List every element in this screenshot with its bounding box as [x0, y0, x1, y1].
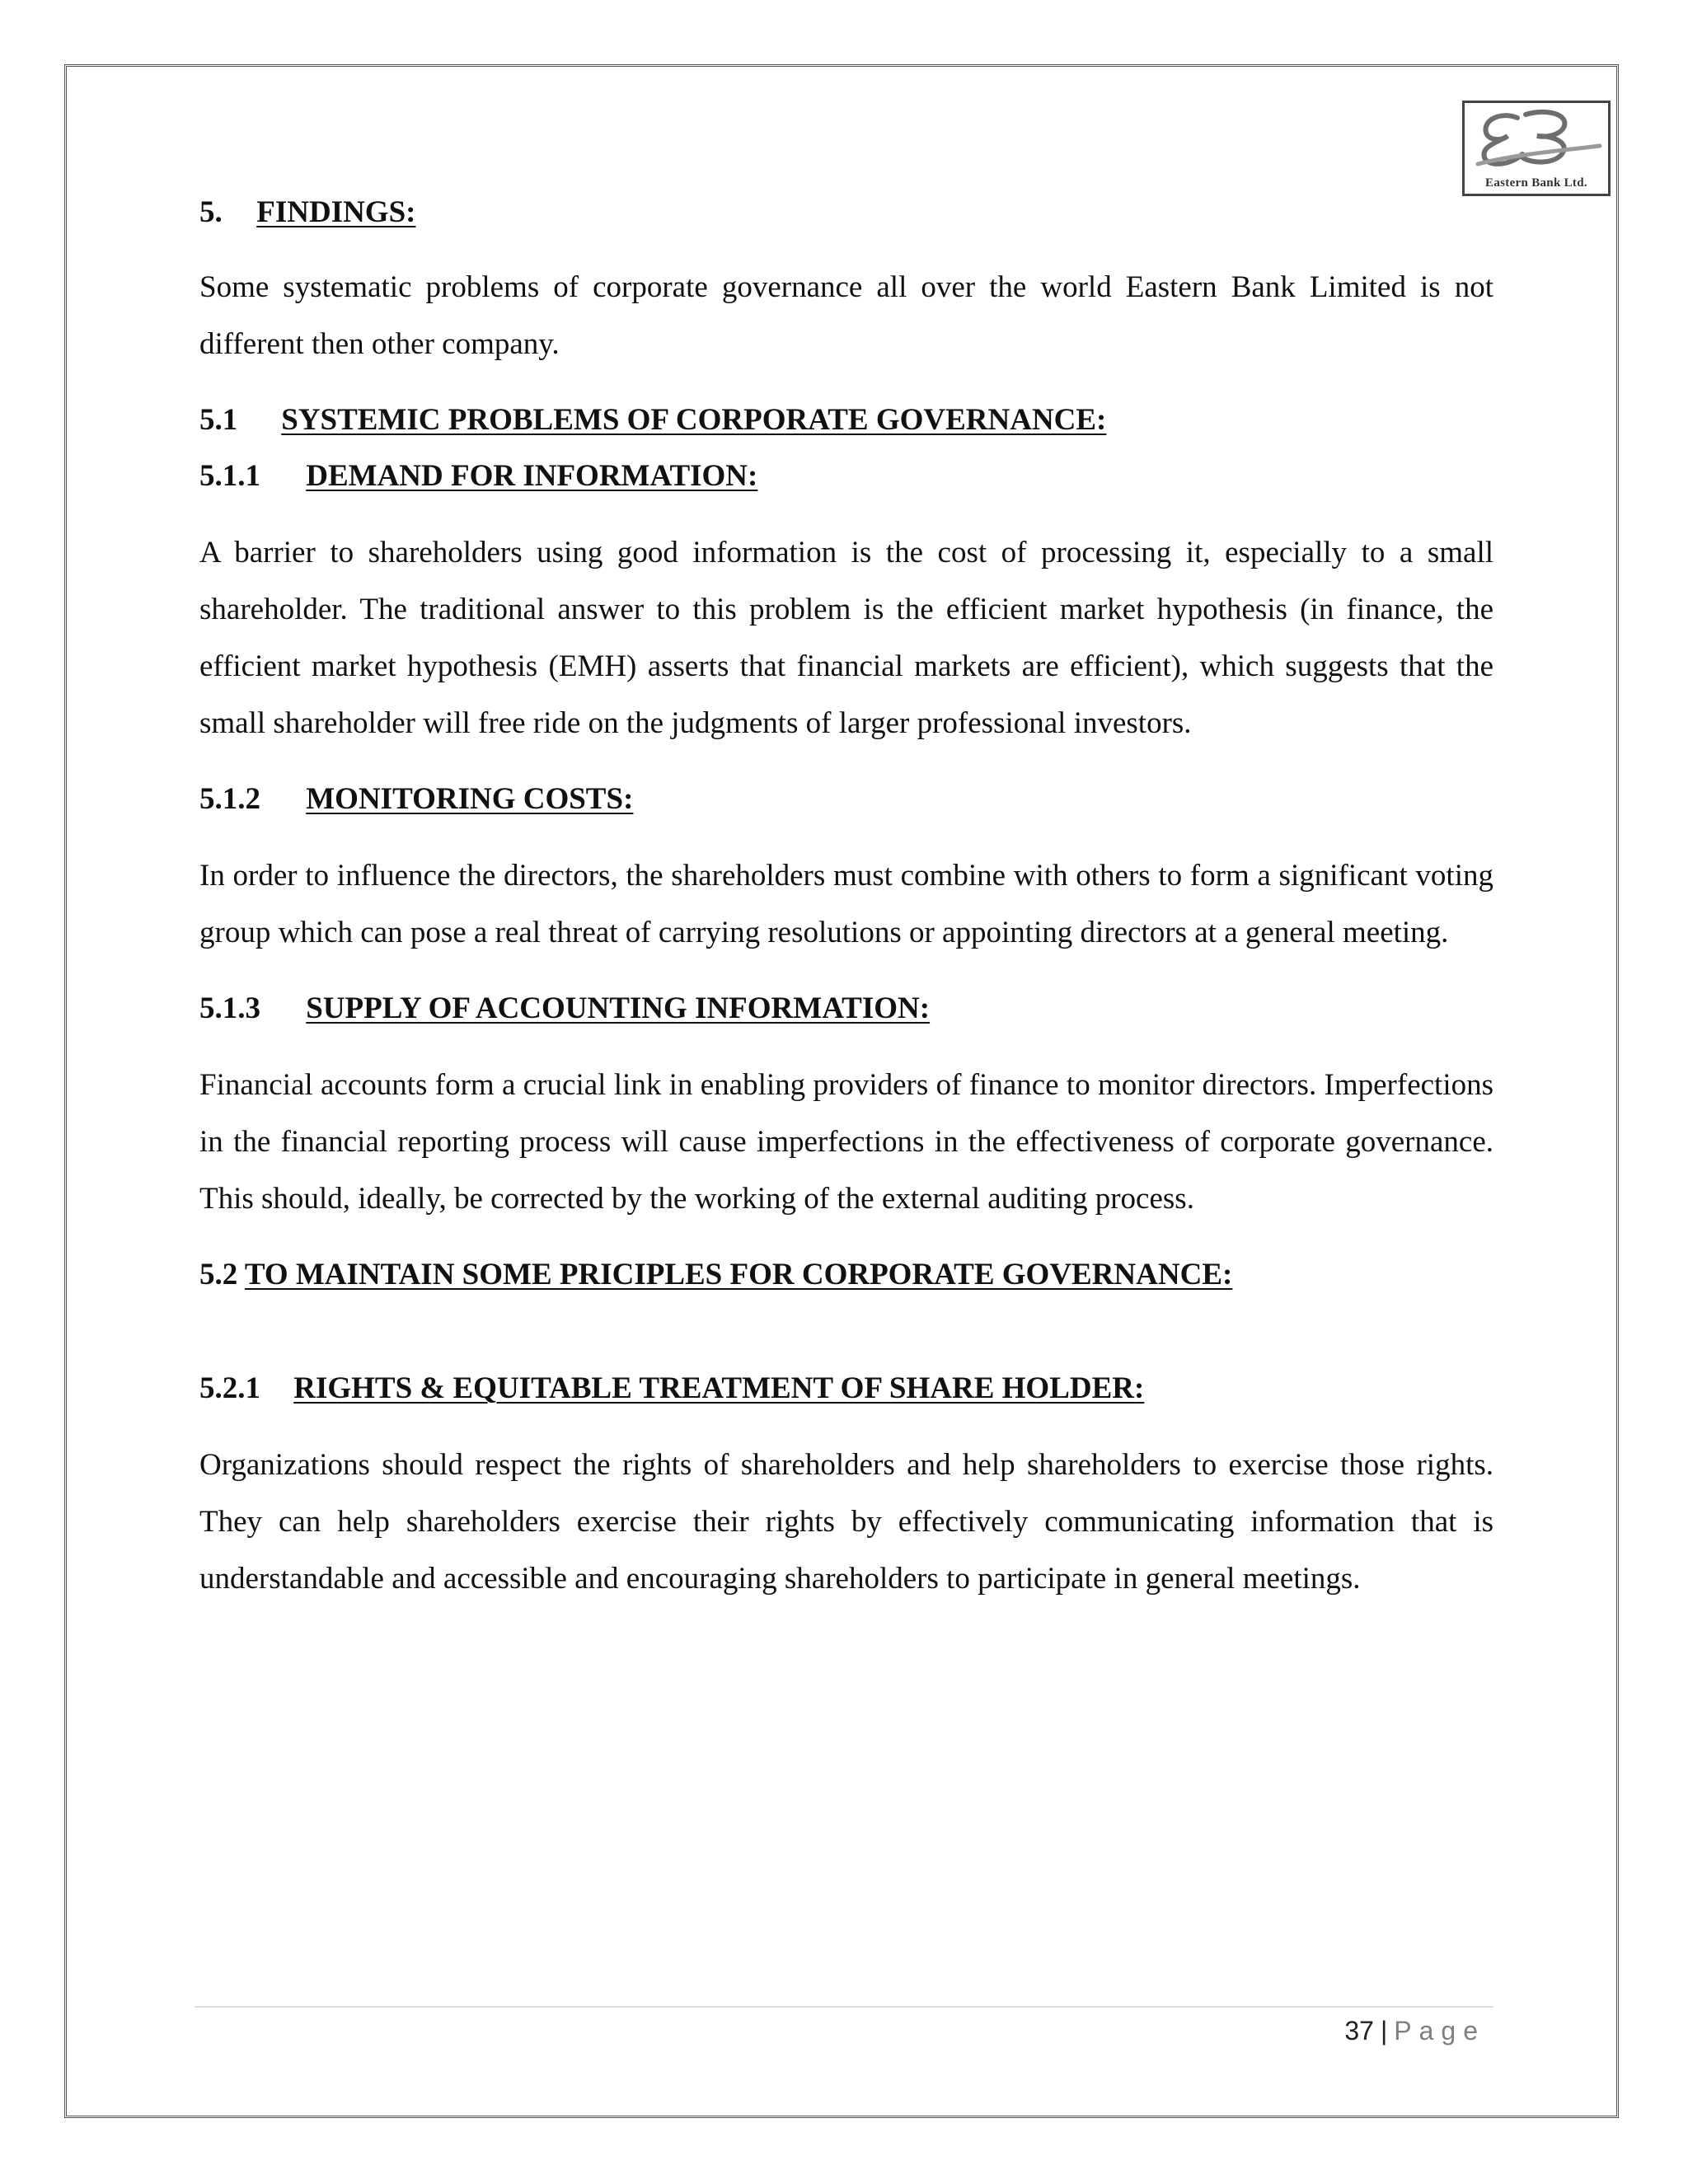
paragraph-supply-of-accounting-information: Financial accounts form a crucial link in enabling providers of finance to monitor directors. Imperfections in the financial reporting process will cause imperfections in the effectiveness of corporate governance. This should, ideally, be corrected by the working of the external auditing process.	[199, 1068, 1493, 1216]
heading-title: MONITORING COSTS:	[306, 782, 634, 816]
heading-number: 5.	[199, 195, 223, 229]
heading-number: 5.1.1	[199, 459, 260, 493]
page-footer	[1344, 2013, 1485, 2049]
logo-text: Eastern Bank Ltd.	[1485, 176, 1587, 190]
heading-title: FINDINGS:	[256, 195, 416, 229]
page-number: 37	[1344, 2016, 1374, 2046]
heading-systemic-problems	[199, 399, 1493, 442]
heading-number: 5.1.2	[199, 782, 260, 816]
heading-supply-of-accounting-information	[199, 987, 1493, 1030]
heading-title: TO MAINTAIN SOME PRICIPLES FOR CORPORATE GOVERNANCE:	[244, 1258, 1233, 1291]
heading-findings	[199, 191, 1493, 234]
heading-demand-for-information	[199, 455, 1493, 498]
footer-separator: |	[1380, 2016, 1388, 2046]
bank-logo	[1462, 101, 1611, 196]
footer-divider	[195, 2006, 1493, 2008]
eb-monogram-icon	[1468, 106, 1605, 174]
heading-title: SYSTEMIC PROBLEMS OF CORPORATE GOVERNANCE:	[281, 403, 1107, 437]
heading-title: SUPPLY OF ACCOUNTING INFORMATION:	[306, 991, 931, 1025]
heading-monitoring-costs	[199, 778, 1493, 821]
paragraph-findings-intro: Some systematic problems of corporate governance all over the world Eastern Bank Limited is not different then other company.	[199, 270, 1493, 361]
heading-title: DEMAND FOR INFORMATION:	[306, 459, 758, 493]
paragraph-monitoring-costs: In order to influence the directors, the shareholders must combine with others to form a significant voting group which can pose a real threat of carrying resolutions or appointing directors at a general meeting.	[199, 859, 1493, 949]
heading-number: 5.1	[199, 403, 238, 437]
paragraph-rights-equitable-treatment: Organizations should respect the rights of shareholders and help shareholders to exercise those rights. They can help shareholders exercise their rights by effectively communicating information that is understandable and accessible and encouraging shareholders to participate in general meetings.	[199, 1448, 1493, 1596]
document-body	[199, 191, 1493, 1607]
paragraph-demand-for-information: A barrier to shareholders using good information is the cost of processing it, especially to a small shareholder. The traditional answer to this problem is the efficient market hypothesis (in finance, the efficient market hypothesis (EMH) asserts that financial markets are efficient), which suggests that the small shareholder will free ride on the judgments of larger professional investors.	[199, 536, 1493, 740]
heading-title: RIGHTS & EQUITABLE TREATMENT OF SHARE HOLDER:	[293, 1371, 1145, 1405]
page-label: Page	[1394, 2016, 1485, 2046]
heading-rights-equitable-treatment	[199, 1367, 1493, 1410]
heading-number: 5.2.1	[199, 1371, 260, 1405]
heading-maintain-principles	[199, 1254, 1493, 1296]
heading-number: 5.1.3	[199, 991, 260, 1025]
heading-number: 5.2	[199, 1258, 238, 1291]
